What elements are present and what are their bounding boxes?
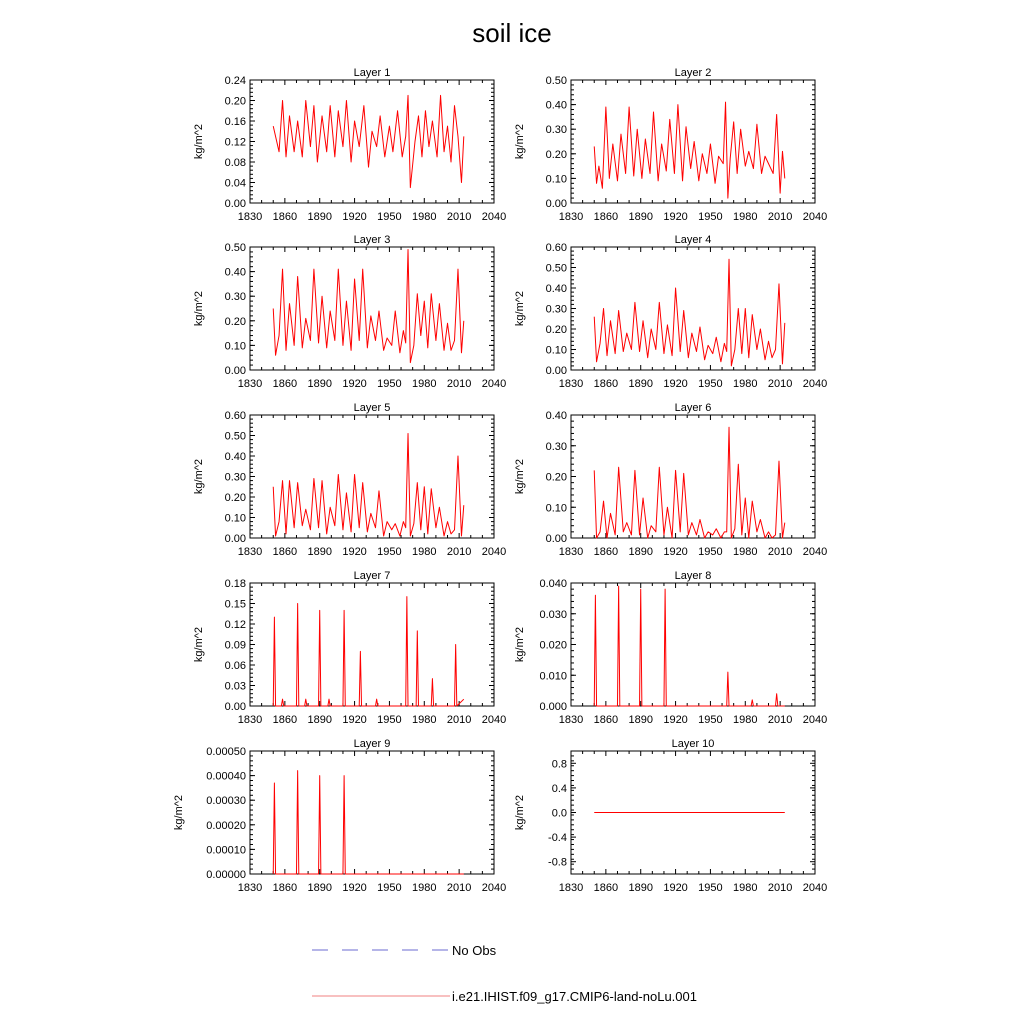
x-tick-label: 2040 (481, 378, 507, 390)
x-tick-label: 1920 (342, 882, 367, 894)
x-tick-label: 2040 (802, 882, 828, 894)
x-tick-label: 1830 (558, 546, 584, 558)
x-tick-label: 2040 (481, 546, 507, 558)
y-tick-label: 0.30 (224, 471, 246, 484)
y-tick-label: 0.20 (545, 471, 567, 484)
series-line (594, 102, 785, 198)
x-tick-label: 1830 (237, 882, 263, 894)
x-tick-label: 1920 (342, 546, 367, 558)
x-tick-label: 1980 (733, 882, 758, 894)
x-tick-label: 1890 (307, 378, 332, 390)
y-tick-label: 0.20 (545, 148, 567, 161)
panel-layer-9 (173, 738, 506, 894)
y-tick-label: 0.030 (539, 608, 567, 621)
x-tick-label: 1890 (307, 882, 332, 894)
plot-frame (250, 247, 494, 370)
x-tick-label: 1860 (272, 211, 298, 223)
y-tick-label: 0.06 (224, 660, 246, 672)
x-tick-label: 2040 (802, 546, 828, 558)
series-line (273, 249, 464, 362)
x-tick-label: 2010 (767, 882, 793, 894)
panel-title: Layer 9 (353, 738, 391, 750)
x-tick-label: 1980 (412, 546, 437, 558)
plot-frame (250, 80, 494, 203)
y-tick-label: 0.30 (545, 124, 567, 137)
x-tick-label: 1860 (272, 882, 298, 894)
x-tick-label: 1920 (342, 378, 367, 390)
y-axis-label: kg/m^2 (193, 290, 205, 327)
y-tick-label: 0.10 (224, 512, 246, 525)
y-tick-label: 0.000 (539, 701, 567, 713)
panel-title: Layer 10 (671, 738, 715, 750)
y-tick-label: 0.30 (224, 291, 246, 304)
x-tick-label: 1980 (733, 714, 758, 726)
panel-layer-10 (514, 738, 827, 894)
x-tick-label: 1950 (377, 882, 402, 894)
x-tick-label: 1890 (307, 211, 332, 223)
panel-title: Layer 1 (353, 67, 391, 79)
y-tick-label: 0.40 (545, 410, 567, 422)
y-tick-label: 0.00030 (206, 795, 246, 808)
x-tick-label: 1980 (412, 211, 437, 223)
y-tick-label: 0.08 (224, 157, 246, 169)
x-tick-label: 1950 (377, 378, 402, 390)
y-tick-label: 0.00 (224, 365, 246, 377)
plot-frame (571, 583, 815, 706)
x-tick-label: 2010 (767, 714, 793, 726)
x-tick-label: 1920 (663, 714, 688, 726)
y-tick-label: 0.40 (545, 99, 567, 112)
y-tick-label: 0.16 (224, 116, 246, 128)
y-tick-label: 0.20 (545, 324, 567, 336)
x-tick-label: 1830 (237, 714, 263, 726)
x-tick-label: 1890 (307, 546, 332, 558)
y-tick-label: 0.10 (545, 173, 567, 186)
panel-layer-6 (514, 402, 827, 558)
y-tick-label: 0.00010 (206, 844, 246, 857)
x-tick-label: 2010 (446, 882, 472, 894)
y-tick-label: 0.40 (224, 451, 246, 463)
x-tick-label: 1890 (628, 714, 653, 726)
x-tick-label: 1860 (272, 546, 298, 558)
x-tick-label: 1830 (558, 882, 584, 894)
series-line (273, 771, 464, 874)
y-axis-label: kg/m^2 (193, 123, 205, 160)
plot-frame (250, 751, 494, 874)
x-tick-label: 2010 (767, 211, 793, 223)
panel-layer-4 (514, 234, 827, 390)
x-tick-label: 2040 (481, 882, 507, 894)
y-tick-label: 0.12 (224, 136, 246, 149)
x-tick-label: 2010 (446, 714, 472, 726)
y-tick-label: 0.00 (545, 198, 567, 210)
x-tick-label: 1950 (377, 546, 402, 558)
x-tick-label: 1950 (377, 714, 402, 726)
x-tick-label: 1950 (698, 211, 723, 223)
x-tick-label: 1860 (593, 378, 619, 390)
y-tick-label: 0.00 (545, 533, 567, 545)
x-tick-label: 1950 (377, 211, 402, 223)
y-tick-label: 0.040 (539, 578, 567, 590)
y-tick-label: 0.020 (539, 639, 567, 652)
x-tick-label: 1830 (558, 714, 584, 726)
x-tick-label: 2040 (481, 211, 507, 223)
y-tick-label: 0.00 (224, 533, 246, 545)
y-tick-label: 0.40 (545, 283, 567, 295)
x-tick-label: 2040 (802, 378, 828, 390)
series-line (594, 259, 785, 366)
x-tick-label: 1980 (733, 546, 758, 558)
y-axis-label: kg/m^2 (514, 626, 526, 663)
x-tick-label: 1980 (733, 211, 758, 223)
panel-title: Layer 2 (674, 67, 712, 79)
series-line (273, 597, 464, 706)
series-line (273, 433, 464, 536)
y-tick-label: -0.8 (548, 856, 567, 869)
y-tick-label: 0.10 (545, 344, 567, 357)
y-tick-label: 0.24 (224, 75, 246, 87)
y-tick-label: 0.00 (224, 198, 246, 210)
x-tick-label: 1950 (698, 714, 723, 726)
x-tick-label: 1950 (698, 546, 723, 558)
x-tick-label: 1860 (593, 714, 619, 726)
x-tick-label: 1950 (698, 378, 723, 390)
panel-title: Layer 3 (353, 234, 391, 246)
y-tick-label: 0.18 (224, 578, 246, 590)
legend (312, 943, 697, 1004)
y-tick-label: 0.09 (224, 639, 246, 652)
y-tick-label: 0.20 (224, 315, 246, 328)
y-axis-label: kg/m^2 (193, 458, 205, 495)
panel-layer-7 (193, 570, 506, 726)
panel-title: Layer 5 (353, 402, 391, 414)
series-line (273, 95, 464, 187)
x-tick-label: 1980 (412, 882, 437, 894)
x-tick-label: 1950 (698, 882, 723, 894)
x-tick-label: 1890 (307, 714, 332, 726)
x-tick-label: 2010 (767, 378, 793, 390)
y-tick-label: 0.010 (539, 670, 567, 683)
x-tick-label: 1860 (272, 378, 298, 390)
x-tick-label: 2010 (446, 211, 472, 223)
x-tick-label: 2010 (767, 546, 793, 558)
y-axis-label: kg/m^2 (173, 794, 185, 831)
x-tick-label: 1920 (342, 211, 367, 223)
y-tick-label: 0.60 (224, 410, 246, 422)
panel-layer-5 (193, 402, 506, 558)
x-tick-label: 1980 (412, 378, 437, 390)
y-tick-label: 0.00050 (206, 746, 246, 758)
y-tick-label: 0.8 (551, 758, 567, 771)
y-tick-label: 0.30 (545, 303, 567, 316)
y-tick-label: 0.00020 (206, 819, 246, 832)
y-tick-label: 0.10 (224, 340, 246, 353)
panel-layer-1 (193, 67, 506, 223)
panel-title: Layer 7 (353, 570, 391, 582)
panel-layer-2 (514, 67, 827, 223)
y-tick-label: 0.50 (224, 430, 246, 443)
x-tick-label: 1830 (558, 211, 584, 223)
x-tick-label: 2040 (481, 714, 507, 726)
x-tick-label: 1920 (663, 546, 688, 558)
y-tick-label: 0.00040 (206, 770, 246, 783)
x-tick-label: 1920 (663, 882, 688, 894)
y-tick-label: 0.03 (224, 680, 246, 693)
y-tick-label: 0.0 (551, 807, 567, 820)
x-tick-label: 1860 (593, 211, 619, 223)
x-tick-label: 1890 (628, 882, 653, 894)
panel-title: Layer 8 (674, 570, 712, 582)
x-tick-label: 1920 (663, 378, 688, 390)
legend-label-model: i.e21.IHIST.f09_g17.CMIP6-land-noLu.001 (452, 989, 697, 1004)
x-tick-label: 1890 (628, 378, 653, 390)
y-axis-label: kg/m^2 (514, 794, 526, 831)
panel-title: Layer 4 (674, 234, 712, 246)
y-axis-label: kg/m^2 (193, 626, 205, 663)
series-line (594, 586, 785, 706)
x-tick-label: 1830 (237, 546, 263, 558)
y-tick-label: 0.20 (224, 95, 246, 108)
x-tick-label: 1860 (272, 714, 298, 726)
x-tick-label: 1830 (237, 378, 263, 390)
x-tick-label: 1830 (558, 378, 584, 390)
x-tick-label: 1830 (237, 211, 263, 223)
y-tick-label: 0.00 (545, 365, 567, 377)
legend-label-no-obs: No Obs (452, 943, 497, 958)
x-tick-label: 1890 (628, 211, 653, 223)
y-tick-label: 0.00000 (206, 869, 246, 881)
y-axis-label: kg/m^2 (514, 458, 526, 495)
y-tick-label: 0.50 (224, 242, 246, 254)
y-tick-label: 0.12 (224, 619, 246, 631)
x-tick-label: 1860 (593, 546, 619, 558)
y-tick-label: 0.40 (224, 266, 246, 279)
y-axis-label: kg/m^2 (514, 290, 526, 327)
x-tick-label: 1980 (733, 378, 758, 390)
panel-title: Layer 6 (674, 402, 712, 414)
x-tick-label: 2010 (446, 546, 472, 558)
plot-frame (250, 583, 494, 706)
figure-title: soil ice (472, 18, 552, 48)
x-tick-label: 2040 (802, 714, 828, 726)
series-line (594, 427, 785, 538)
x-tick-label: 1920 (342, 714, 367, 726)
x-tick-label: 1890 (628, 546, 653, 558)
y-tick-label: 0.10 (545, 502, 567, 515)
x-tick-label: 2040 (802, 211, 828, 223)
panels (173, 67, 827, 894)
x-tick-label: 1860 (593, 882, 619, 894)
y-tick-label: 0.04 (224, 177, 246, 190)
x-tick-label: 1920 (663, 211, 688, 223)
panel-layer-8 (514, 570, 827, 726)
panel-layer-3 (193, 234, 506, 390)
y-tick-label: 0.15 (224, 598, 246, 611)
y-tick-label: 0.30 (545, 440, 567, 453)
y-axis-label: kg/m^2 (514, 123, 526, 160)
y-tick-label: 0.50 (545, 262, 567, 275)
y-tick-label: 0.00 (224, 701, 246, 713)
y-tick-label: 0.20 (224, 492, 246, 504)
y-tick-label: 0.50 (545, 75, 567, 87)
y-tick-label: -0.4 (548, 832, 567, 845)
x-tick-label: 2010 (446, 378, 472, 390)
y-tick-label: 0.4 (551, 782, 567, 795)
x-tick-label: 1980 (412, 714, 437, 726)
y-tick-label: 0.60 (545, 242, 567, 254)
